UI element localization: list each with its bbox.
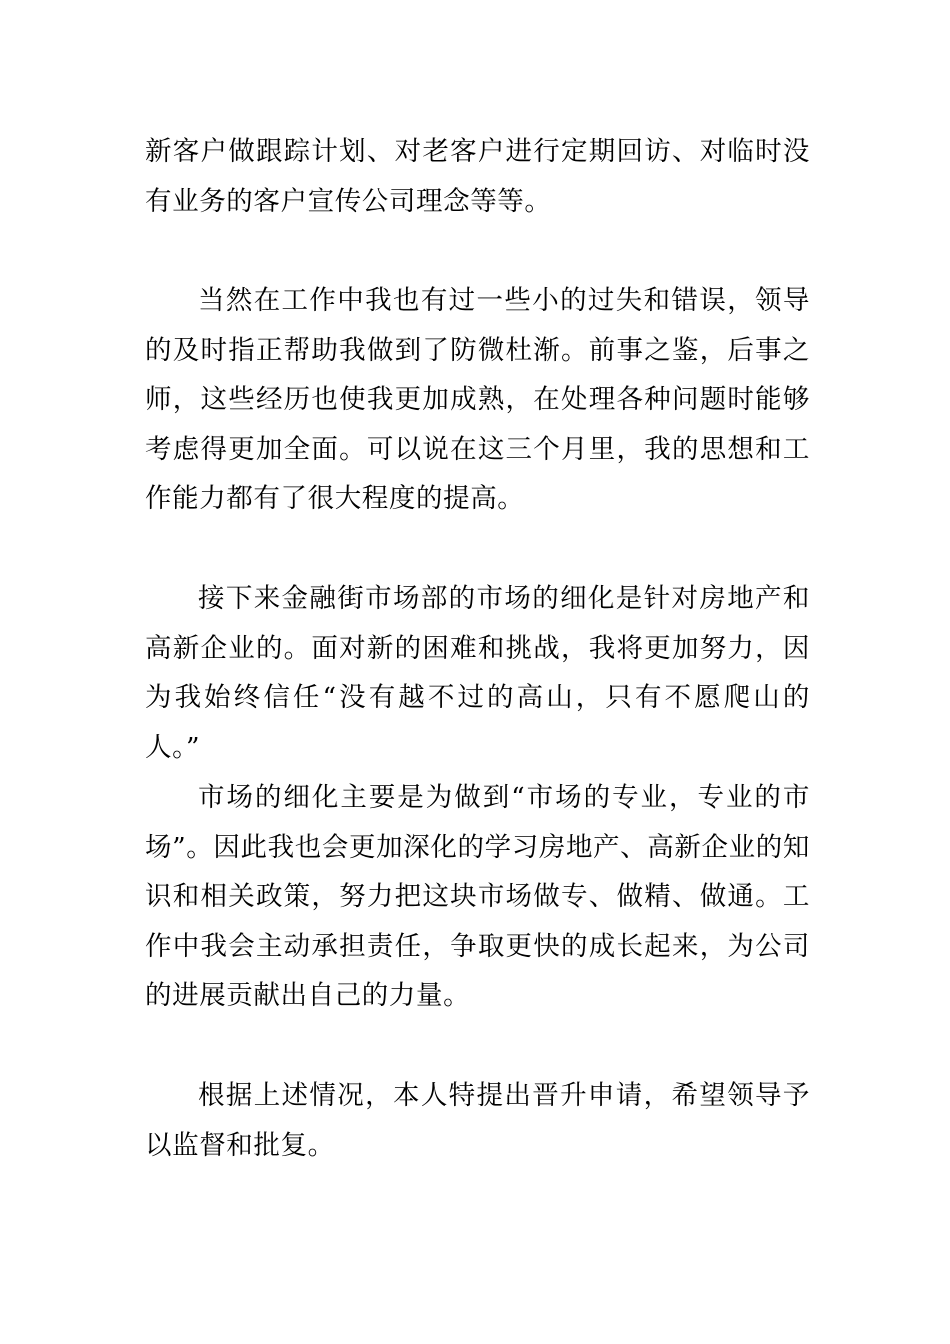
paragraph-promotion-request: 根据上述情况，本人特提出晋升申请，希望领导予以监督和批复。 <box>145 1080 810 1161</box>
paragraph-next-steps: 接下来金融街市场部的市场的细化是针对房地产和高新企业的。面对新的困难和挑战，我将更加努力，因为我始终信任“没有越不过的高山，只有不愿爬山的人。” <box>145 583 810 763</box>
paragraph-market-specialization: 市场的细化主要是为做到“市场的专业，专业的市场”。因此我也会更加深化的学习房地产、高新企业的知识和相关政策，努力把这块市场做专、做精、做通。工作中我会主动承担责任，争取更快的成长起来，为公司的进展贡献出自己的力量。 <box>145 782 810 1011</box>
paragraph-mistakes-and-growth: 当然在工作中我也有过一些小的过失和错误，领导的及时指正帮助我做到了防微杜渐。前事之鉴，后事之师，这些经历也使我更加成熟，在处理各种问题时能够考虑得更加全面。可以说在这三个月里，我的思想和工作能力都有了很大程度的提高。 <box>145 285 810 514</box>
paragraph-continuation: 新客户做跟踪计划、对老客户进行定期回访、对临时没有业务的客户宣传公司理念等等。 <box>145 136 810 217</box>
